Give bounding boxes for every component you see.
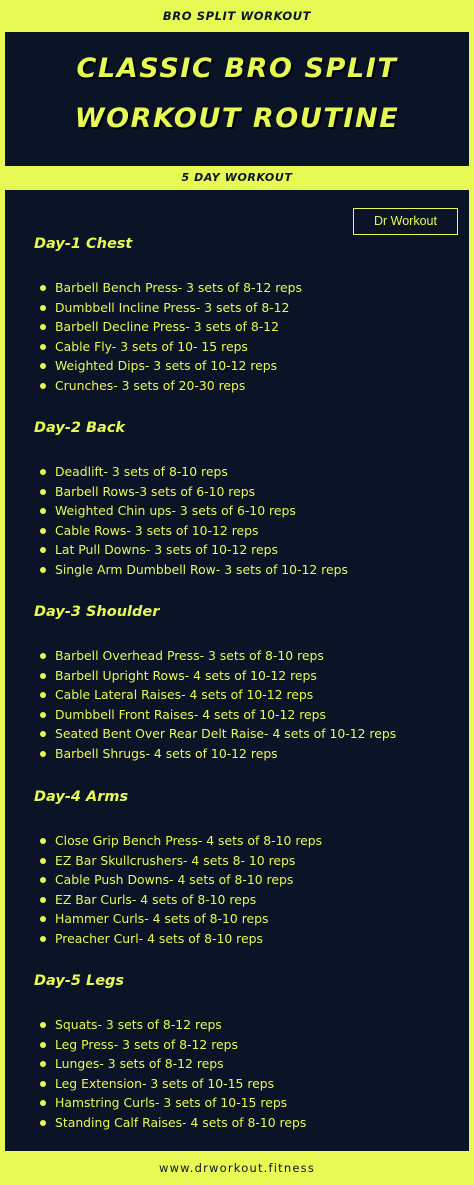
bullet-icon (40, 285, 46, 291)
exercise-item (5, 376, 302, 396)
exercise-text: Lat Pull Downs- 3 sets of 10-12 reps (55, 542, 278, 557)
exercise-text: Cable Push Downs- 4 sets of 8-10 reps (55, 872, 294, 887)
footer-website: www.drworkout.fitness (158, 1161, 316, 1175)
exercise-item (5, 890, 322, 910)
exercise-item (5, 560, 348, 580)
exercise-text: Barbell Shrugs- 4 sets of 10-12 reps (55, 745, 278, 761)
day-title: Day-5 Legs (34, 973, 125, 989)
bullet-icon (40, 547, 46, 553)
exercise-item (5, 298, 302, 318)
exercise-item (5, 646, 396, 666)
bullet-icon (40, 897, 46, 903)
exercise-text: Barbell Decline Press- 3 sets of 8-12 (55, 319, 279, 334)
bullet-icon (40, 858, 46, 864)
exercise-item (5, 501, 348, 521)
exercise-item (5, 521, 348, 541)
exercise-item (5, 1035, 306, 1055)
bullet-icon (40, 673, 46, 679)
bullet-icon (40, 877, 46, 883)
exercise-list (5, 831, 322, 948)
exercise-text: Crunches- 3 sets of 20-30 reps (55, 377, 246, 393)
exercise-text: Standing Calf Raises- 4 sets of 8-10 reps (55, 1114, 307, 1130)
day-title: Day-1 Chest (34, 236, 133, 252)
bullet-icon (40, 1022, 46, 1028)
exercise-item (5, 909, 322, 929)
exercise-text: EZ Bar Skullcrushers- 4 sets 8- 10 reps (55, 852, 296, 868)
exercise-text: Hamstring Curls- 3 sets of 10-15 reps (55, 1095, 288, 1110)
exercise-text: Weighted Dips- 3 sets of 10-12 reps (55, 358, 278, 373)
day-title: Day-4 Arms (34, 789, 129, 805)
exercise-item (5, 1074, 306, 1094)
exercise-item (5, 1093, 306, 1113)
exercise-text: Deadlift- 3 sets of 8-10 reps (55, 464, 228, 479)
bullet-icon (40, 469, 46, 475)
exercise-item (5, 278, 302, 298)
exercise-item (5, 831, 322, 851)
exercise-item (5, 462, 348, 482)
exercise-item (5, 317, 302, 337)
exercise-list (5, 278, 302, 395)
bullet-icon (40, 731, 46, 737)
exercise-text: Single Arm Dumbbell Row- 3 sets of 10-12 reps (55, 561, 348, 577)
page-title-line-1: CLASSIC BRO SPLIT (76, 53, 398, 84)
exercise-item (5, 724, 396, 744)
exercise-item (5, 1054, 306, 1074)
bullet-icon (40, 1120, 46, 1126)
exercise-text: Cable Rows- 3 sets of 10-12 reps (55, 522, 259, 538)
exercise-text: Weighted Chin ups- 3 sets of 6-10 reps (55, 503, 296, 518)
exercise-text: Barbell Bench Press- 3 sets of 8-12 reps (55, 280, 302, 295)
exercise-text: Preacher Curl- 4 sets of 8-10 reps (55, 930, 263, 946)
bullet-icon (40, 1061, 46, 1067)
exercise-text: Close Grip Bench Press- 4 sets of 8-10 reps (55, 833, 323, 848)
bullet-icon (40, 916, 46, 922)
subtitle-label: 5 DAY WORKOUT (181, 171, 293, 184)
day-title: Day-3 Shoulder (34, 604, 160, 620)
day-title: Day-2 Back (34, 420, 126, 436)
exercise-item (5, 744, 396, 764)
bullet-icon (40, 324, 46, 330)
bullet-icon (40, 1081, 46, 1087)
exercise-text: Leg Press- 3 sets of 8-12 reps (55, 1036, 238, 1052)
exercise-list (5, 1015, 306, 1132)
bullet-icon (40, 489, 46, 495)
bullet-icon (40, 567, 46, 573)
bullet-icon (40, 508, 46, 514)
exercise-item (5, 851, 322, 871)
exercise-item (5, 482, 348, 502)
exercise-text: Cable Lateral Raises- 4 sets of 10-12 reps (55, 687, 314, 702)
bullet-icon (40, 751, 46, 757)
exercise-item (5, 540, 348, 560)
bullet-icon (40, 653, 46, 659)
bullet-icon (40, 936, 46, 942)
exercise-item (5, 685, 396, 705)
exercise-list (5, 462, 348, 579)
page-title-line-2: WORKOUT ROUTINE (74, 103, 400, 134)
exercise-text: Barbell Overhead Press- 3 sets of 8-10 reps (55, 648, 324, 663)
bullet-icon (40, 692, 46, 698)
exercise-item (5, 337, 302, 357)
exercise-text: Dumbbell Front Raises- 4 sets of 10-12 reps (55, 706, 326, 722)
exercise-item (5, 356, 302, 376)
brand-badge: Dr Workout (353, 208, 458, 235)
exercise-item (5, 1015, 306, 1035)
exercise-item (5, 705, 396, 725)
bullet-icon (40, 363, 46, 369)
exercise-item (5, 1113, 306, 1133)
exercise-item (5, 870, 322, 890)
routine-panel (5, 190, 469, 1151)
exercise-text: Leg Extension- 3 sets of 10-15 reps (55, 1075, 275, 1091)
exercise-list (5, 646, 396, 763)
exercise-text: Seated Bent Over Rear Delt Raise- 4 sets of 10-12 reps (55, 726, 397, 741)
bullet-icon (40, 305, 46, 311)
exercise-text: Lunges- 3 sets of 8-12 reps (55, 1056, 224, 1071)
bullet-icon (40, 712, 46, 718)
exercise-text: EZ Bar Curls- 4 sets of 8-10 reps (55, 891, 257, 907)
bullet-icon (40, 1042, 46, 1048)
exercise-item (5, 929, 322, 949)
exercise-text: Barbell Rows-3 sets of 6-10 reps (55, 483, 256, 499)
exercise-item (5, 666, 396, 686)
bullet-icon (40, 838, 46, 844)
exercise-text: Dumbbell Incline Press- 3 sets of 8-12 (55, 299, 290, 315)
exercise-text: Hammer Curls- 4 sets of 8-10 reps (55, 911, 269, 926)
title-panel (5, 32, 469, 166)
bullet-icon (40, 1100, 46, 1106)
top-label: BRO SPLIT WORKOUT (162, 9, 312, 23)
exercise-text: Squats- 3 sets of 8-12 reps (55, 1017, 222, 1032)
exercise-text: Barbell Upright Rows- 4 sets of 10-12 reps (55, 667, 317, 683)
bullet-icon (40, 528, 46, 534)
bullet-icon (40, 344, 46, 350)
bullet-icon (40, 383, 46, 389)
exercise-text: Cable Fly- 3 sets of 10- 15 reps (55, 338, 248, 354)
